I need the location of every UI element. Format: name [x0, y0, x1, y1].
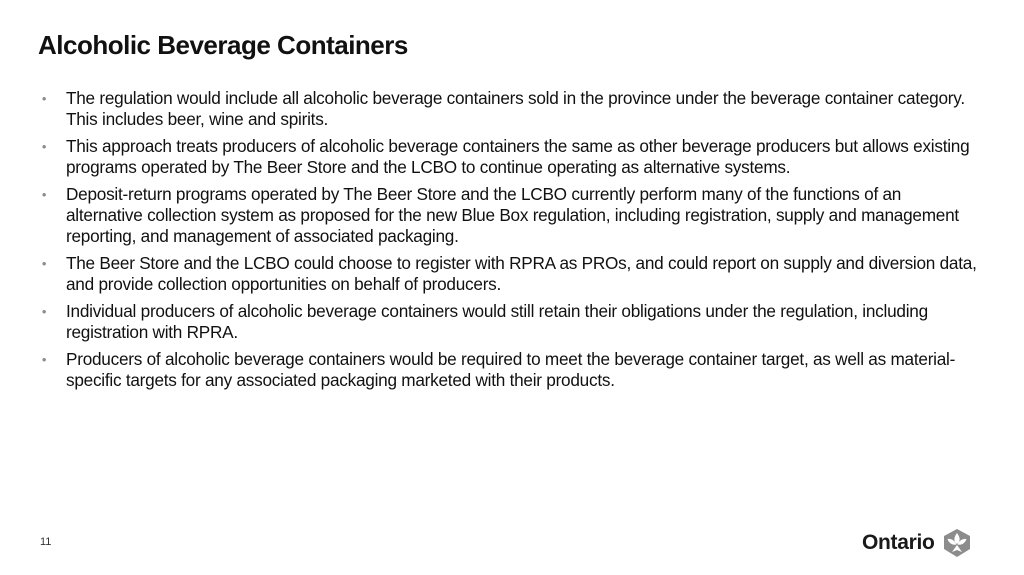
- bullet-text: Deposit-return programs operated by The Beer Store and the LCBO currently perform many of the functions of an alternative collection system as proposed for the new Blue Box regulation, including registration, supply and management reporting, and management of associated packaging.: [66, 184, 959, 246]
- bullet-text: The Beer Store and the LCBO could choose to register with RPRA as PROs, and could report on supply and diversion data, and provide collection opportunities on behalf of producers.: [66, 253, 977, 294]
- bullet-item: [38, 88, 978, 130]
- ontario-logo: [862, 525, 973, 561]
- bullet-marker: •: [41, 139, 47, 154]
- bullet-list: [38, 88, 978, 397]
- bullet-item: [38, 136, 978, 178]
- bullet-marker: •: [41, 304, 47, 319]
- bullet-item: [38, 184, 978, 247]
- bullet-marker: •: [41, 256, 47, 271]
- bullet-marker: •: [41, 91, 47, 106]
- logo-wordmark: Ontario: [862, 531, 935, 554]
- bullet-text: Producers of alcoholic beverage containers would be required to meet the beverage container target, as well as material-specific targets for any associated packaging marketed with their products.: [66, 349, 956, 390]
- bullet-item: [38, 349, 978, 391]
- page-number: 11: [40, 536, 52, 548]
- bullet-text: This approach treats producers of alcoholic beverage containers the same as other beverage producers but allows existing programs operated by The Beer Store and the LCBO to continue operating as alternative systems.: [66, 136, 970, 177]
- bullet-item: [38, 301, 978, 343]
- slide-title: Alcoholic Beverage Containers: [38, 30, 408, 60]
- bullet-item: [38, 253, 978, 295]
- bullet-marker: •: [41, 187, 47, 202]
- bullet-text: The regulation would include all alcoholic beverage containers sold in the province under the beverage container category. This includes beer, wine and spirits.: [66, 88, 965, 129]
- bullet-marker: •: [41, 352, 47, 367]
- bullet-text: Individual producers of alcoholic beverage containers would still retain their obligations under the regulation, including registration with RPRA.: [66, 301, 928, 342]
- trillium-icon: [941, 527, 973, 559]
